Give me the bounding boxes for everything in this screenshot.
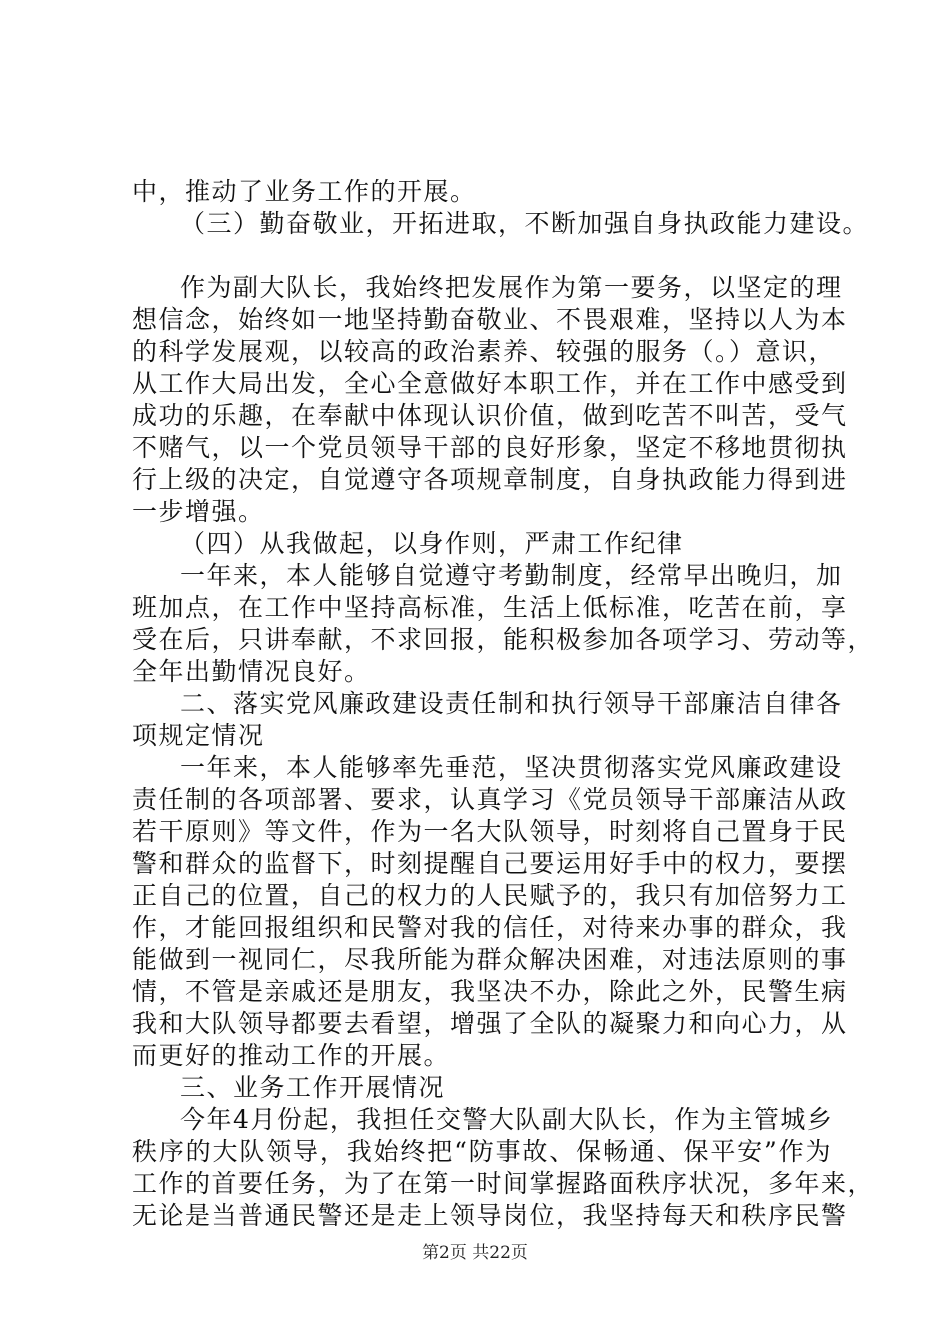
text-line: 情，不管是亲戚还是朋友，我坚决不办，除此之外，民警生病 bbox=[132, 977, 848, 1006]
section-heading: 二、落实党风廉政建设责任制和执行领导干部廉洁自律各 bbox=[180, 689, 843, 718]
text-line: 中，推动了业务工作的开展。 bbox=[132, 177, 477, 206]
text-line: 的科学发展观，以较高的政治素养、较强的服务（。）意识， bbox=[132, 337, 836, 366]
text-line: 班加点，在工作中坚持高标准，生活上低标准，吃苦在前，享 bbox=[132, 593, 848, 622]
text-line: 秩序的大队领导，我始终把“防事故、保畅通、保平安”作为 bbox=[132, 1137, 832, 1166]
text-line: 责任制的各项部署、要求，认真学习《党员领导干部廉洁从政 bbox=[132, 785, 848, 814]
text-line: 若干原则》等文件，作为一名大队领导，时刻将自己置身于民 bbox=[132, 817, 848, 846]
text-line: 不赌气，以一个党员领导干部的良好形象，坚定不移地贯彻执 bbox=[132, 433, 848, 462]
text-line: 我和大队领导都要去看望，增强了全队的凝聚力和向心力，从 bbox=[132, 1009, 848, 1038]
text-line: 作为副大队长，我始终把发展作为第一要务，以坚定的理 bbox=[180, 273, 843, 302]
text-line: 一步增强。 bbox=[132, 497, 265, 526]
text-line: 行上级的决定，自觉遵守各项规章制度，自身执政能力得到进 bbox=[132, 465, 848, 494]
text-line: 无论是当普通民警还是走上领导岗位，我坚持每天和秩序民警 bbox=[132, 1201, 848, 1230]
text-line: 全年出勤情况良好。 bbox=[132, 657, 371, 686]
page-number: 第2页 共22页 bbox=[422, 1243, 528, 1263]
section-heading: （三）勤奋敬业，开拓进取，不断加强自身执政能力建设。 bbox=[180, 209, 870, 238]
text-line: 从工作大局出发，全心全意做好本职工作，并在工作中感受到 bbox=[132, 369, 848, 398]
text-line: 受在后，只讲奉献，不求回报，能积极参加各项学习、劳动等， bbox=[132, 625, 875, 654]
text-line: 警和群众的监督下，时刻提醒自己要运用好手中的权力，要摆 bbox=[132, 849, 848, 878]
text-line: 成功的乐趣，在奉献中体现认识价值，做到吃苦不叫苦，受气 bbox=[132, 401, 848, 430]
text-line: 作，才能回报组织和民警对我的信任，对待来办事的群众，我 bbox=[132, 913, 848, 942]
text-line: 一年来，本人能够自觉遵守考勤制度，经常早出晚归，加 bbox=[180, 561, 843, 590]
section-heading: （四）从我做起，以身作则，严肃工作纪律 bbox=[180, 529, 684, 558]
text-line: 今年4月份起，我担任交警大队副大队长，作为主管城乡 bbox=[180, 1105, 834, 1134]
text-line: 工作的首要任务，为了在第一时间掌握路面秩序状况，多年来， bbox=[132, 1169, 875, 1198]
text-line: 一年来，本人能够率先垂范，坚决贯彻落实党风廉政建设 bbox=[180, 753, 843, 782]
section-heading: 三、业务工作开展情况 bbox=[180, 1073, 446, 1102]
text-line: 能做到一视同仁，尽我所能为群众解决困难，对违法原则的事 bbox=[132, 945, 848, 974]
section-heading: 项规定情况 bbox=[132, 721, 265, 750]
text-line: 而更好的推动工作的开展。 bbox=[132, 1041, 451, 1070]
text-line: 正自己的位置，自己的权力的人民赋予的，我只有加倍努力工 bbox=[132, 881, 848, 910]
text-line: 想信念，始终如一地坚持勤奋敬业、不畏艰难，坚持以人为本 bbox=[132, 305, 848, 334]
